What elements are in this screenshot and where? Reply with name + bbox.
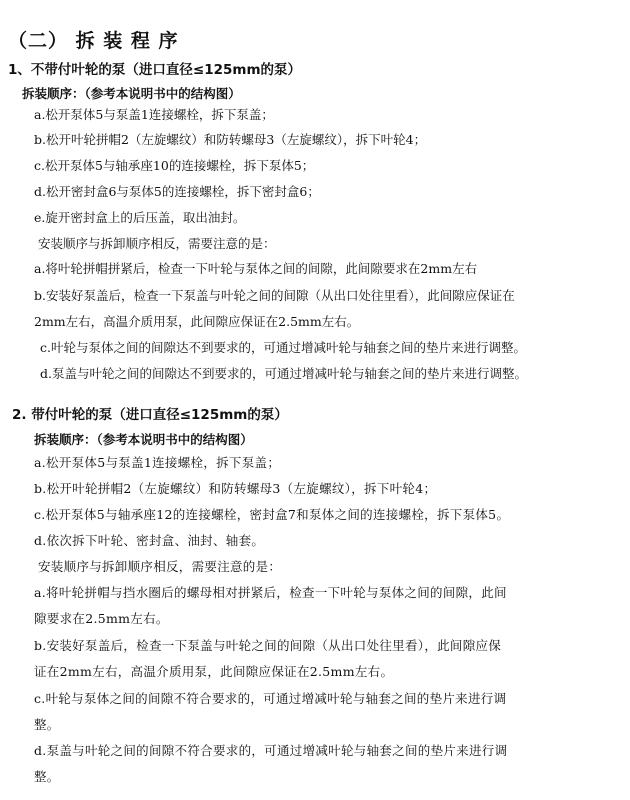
section2-line: a.松开泵体5与泵盖1连接螺栓，拆下泵盖； [34,455,281,470]
section2-line: 安装顺序与拆卸顺序相反，需要注意的是： [38,559,282,574]
section2-line: 证在2mm左右，高温介质用泵，此间隙应保证在2.5mm左右。 [34,664,394,679]
section1-line: d.泵盖与叶轮之间的间隙达不到要求的，可通过增减叶轮与轴套之间的垫片来进行调整。 [40,366,527,381]
page-title: （二） 拆 装 程 序 [8,30,179,52]
section2-line: b.安装好泵盖后，检查一下泵盖与叶轮之间的间隙（从出口处往里看），此间隙应保 [34,638,502,653]
section2-line: 整。 [34,717,60,732]
section1-subheading: 拆装顺序：（参考本说明书中的结构图） [22,86,241,101]
section1-line: a.将叶轮拼帽拼紧后，检查一下叶轮与泵体之间的间隙，此间隙要求在2mm左右 [34,261,478,276]
section2-line: b.松开叶轮拼帽2（左旋螺纹）和防转螺母3（左旋螺纹），拆下叶轮4； [34,481,437,496]
section2-line: 整。 [34,769,60,784]
section2-heading: 2. 带付叶轮的泵（进口直径≤125mm的泵） [12,407,288,423]
section2-line: d.泵盖与叶轮之间的间隙不符合要求的，可通过增减叶轮与轴套之间的垫片来进行调 [34,743,508,758]
section2-line: a.将叶轮拼帽与挡水圈后的螺母相对拼紧后，检查一下叶轮与泵体之间的间隙，此间 [34,585,507,600]
section2-line: c.叶轮与泵体之间的间隙不符合要求的，可通过增减叶轮与轴套之间的垫片来进行调 [34,691,507,706]
section1-line: c.叶轮与泵体之间的间隙达不到要求的，可通过增减叶轮与轴套之间的垫片来进行调整。 [40,340,526,355]
section2-line: 隙要求在2.5mm左右。 [34,611,169,626]
section2-line: c.松开泵体5与轴承座12的连接螺栓，密封盒7和泵体之间的连接螺栓，拆下泵体5。 [34,507,510,522]
section1-line: e.旋开密封盒上的后压盖，取出油封。 [34,210,246,225]
section1-line: 安装顺序与拆卸顺序相反，需要注意的是： [38,236,276,251]
section1-line: 2mm左右，高温介质用泵，此间隙应保证在2.5mm左右。 [34,314,360,329]
section1-line: a.松开泵体5与泵盖1连接螺栓，拆下泵盖； [34,107,274,122]
section1-line: c.松开泵体5与轴承座10的连接螺栓，拆下泵体5； [34,158,315,173]
section2-line: d.依次拆下叶轮、密封盒、油封、轴套。 [34,533,265,548]
section1-line: b.松开叶轮拼帽2（左旋螺纹）和防转螺母3（左旋螺纹），拆下叶轮4； [34,132,427,147]
section2-subheading: 拆装顺序：（参考本说明书中的结构图） [34,432,253,447]
section1-line: b.安装好泵盖后，检查一下泵盖与叶轮之间的间隙（从出口处往里看），此间隙应保证在 [34,288,515,303]
section1-line: d.松开密封盒6与泵体5的连接螺栓，拆下密封盒6； [34,184,320,199]
section1-heading: 1、不带付叶轮的泵（进口直径≤125mm的泵） [8,62,302,78]
